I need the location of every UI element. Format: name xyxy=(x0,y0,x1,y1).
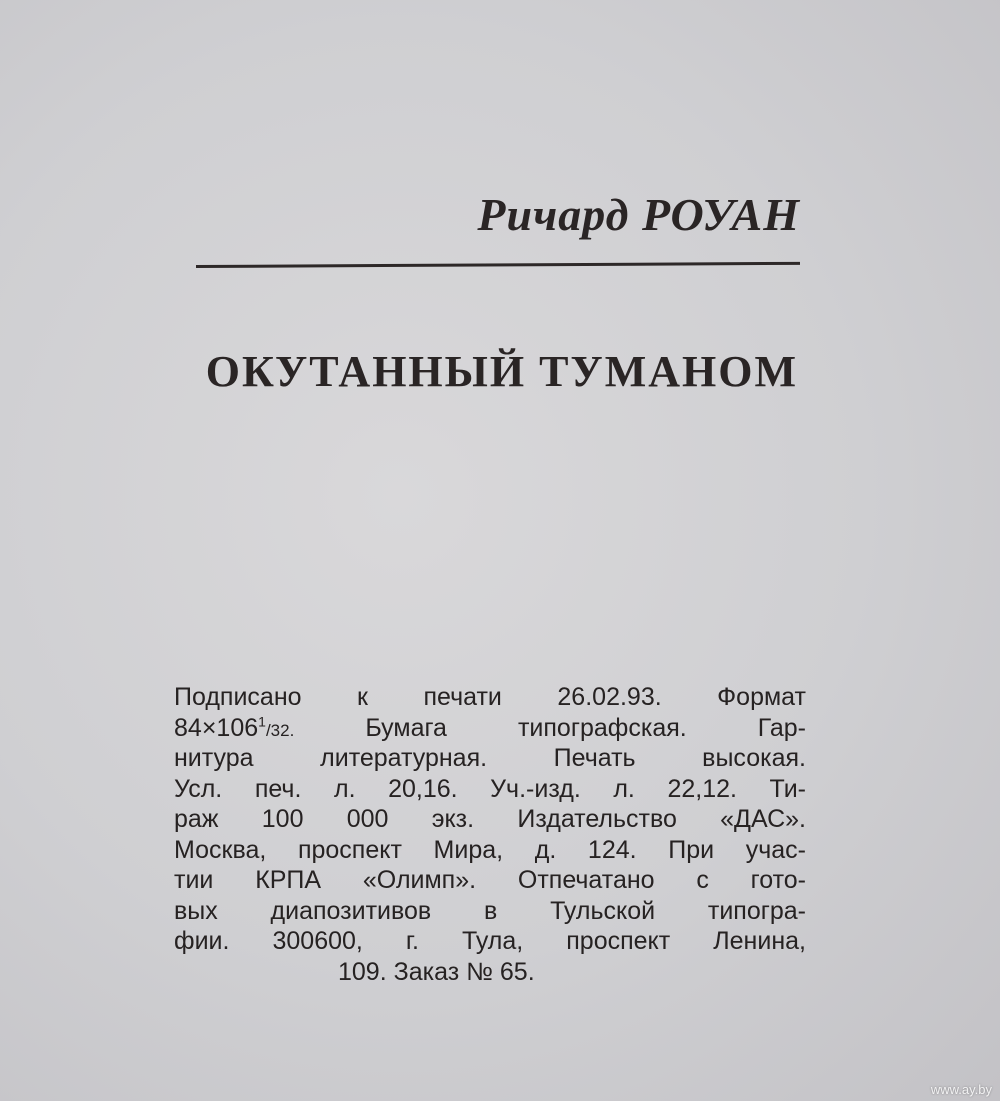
imprint-line: Москва, проспект Мира, д. 124. При учас- xyxy=(174,835,806,864)
site-watermark: www.ay.by xyxy=(930,1082,992,1097)
title-divider xyxy=(196,262,800,268)
imprint-line: тии КРПА «Олимп». Отпечатано с гото- xyxy=(174,866,806,894)
imprint-line: вых диапозитивов в Тульской типогра- xyxy=(174,896,806,925)
imprint-line: Подписано к печати 26.02.93. Формат xyxy=(174,683,806,711)
book-title: ОКУТАННЫЙ ТУМАНОМ xyxy=(205,347,798,396)
imprint-line: $84\times 106^1/32$. Бумага типографская. Гар- xyxy=(174,713,806,742)
author-name: Ричард РОУАН xyxy=(477,189,800,240)
imprint-line: нитура литературная. Печать высокая. xyxy=(174,744,806,772)
imprint-line: раж 100 000 экз. Издательство «ДАС». xyxy=(174,805,806,833)
imprint-line: фии. 300600, г. Тула, проспект Ленина, xyxy=(174,927,806,955)
imprint-line: Усл. печ. л. 20,16. Уч.-изд. л. 22,12. Ти- xyxy=(174,774,806,803)
imprint-block xyxy=(174,682,806,987)
imprint-line: 109. Заказ № 65. xyxy=(338,957,535,986)
